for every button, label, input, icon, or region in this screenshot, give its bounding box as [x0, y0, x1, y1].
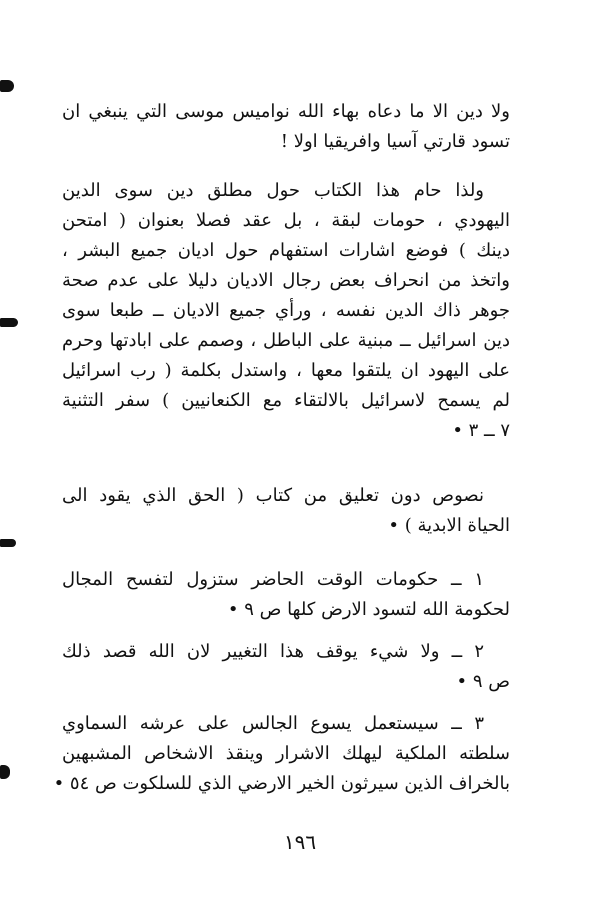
text-line: سلطته الملكية ليهلك الاشرار وينقذ الاشخاص المشبهين: [62, 743, 510, 764]
page-number: ١٩٦: [283, 830, 317, 854]
text-line: الحياة الابدية ) •: [388, 515, 510, 536]
binding-mark: [0, 765, 10, 779]
paragraph-3: [62, 481, 510, 541]
text-line: ولا دين الا ما دعاه بهاء الله نواميس موسى التي ينبغي ان: [62, 101, 510, 122]
text-line: ٣ ــ سيستعمل يسوع الجالس على عرشه السماوي: [62, 713, 484, 734]
text-line: ٧ ــ ٣ •: [452, 420, 510, 441]
text-line: دين اسرائيل ــ مبنية على الباطل ، وصمم على ابادتها وحرم: [62, 330, 510, 351]
text-line: على اليهود ان يلتقوا معها ، واستدل بكلمة ( رب اسرائيل: [62, 360, 510, 381]
text-line: تسود قارتي آسيا وافريقيا اولا !: [280, 131, 510, 152]
paragraph-5: [62, 637, 510, 697]
text-line: اليهودي ، حومات لبقة ، بل عقد فصلا بعنوان ( امتحن: [62, 210, 510, 231]
text-line: دينك ) فوضع اشارات استفهام حول اديان جميع البشر ،: [62, 240, 510, 261]
text-line: لم يسمح لاسرائيل بالالتقاء مع الكنعانيين ) سفر التثنية: [62, 390, 510, 411]
binding-mark: [0, 539, 16, 547]
text-line: ص ٩ •: [456, 671, 510, 692]
binding-mark: [0, 80, 14, 92]
text-line: لحكومة الله لتسود الارض كلها ص ٩ •: [227, 599, 510, 620]
text-line: ١ ــ حكومات الوقت الحاضر ستزول لتفسح المجال: [62, 569, 484, 590]
paragraph-1: [62, 97, 510, 157]
text-line: نصوص دون تعليق من كتاب ( الحق الذي يقود الى: [62, 485, 484, 506]
paragraph-2: [62, 176, 510, 446]
binding-mark: [0, 318, 18, 327]
text-line: بالخراف الذين سيرثون الخير الارضي الذي للسلكوت ص ٥٤ •: [53, 773, 510, 794]
text-line: جوهر ذاك الدين نفسه ، ورأي جميع الاديان ــ طبعا سوى: [62, 300, 510, 321]
text-line: ولذا حام هذا الكتاب حول مطلق دين سوى الدين: [62, 180, 484, 201]
paragraph-6: [53, 709, 510, 799]
text-line: ٢ ــ ولا شيء يوقف هذا التغيير لان الله قصد ذلك: [62, 641, 484, 662]
text-line: واتخذ من انحراف بعض رجال الاديان دليلا على عدم صحة: [62, 270, 510, 291]
paragraph-4: [62, 565, 510, 625]
